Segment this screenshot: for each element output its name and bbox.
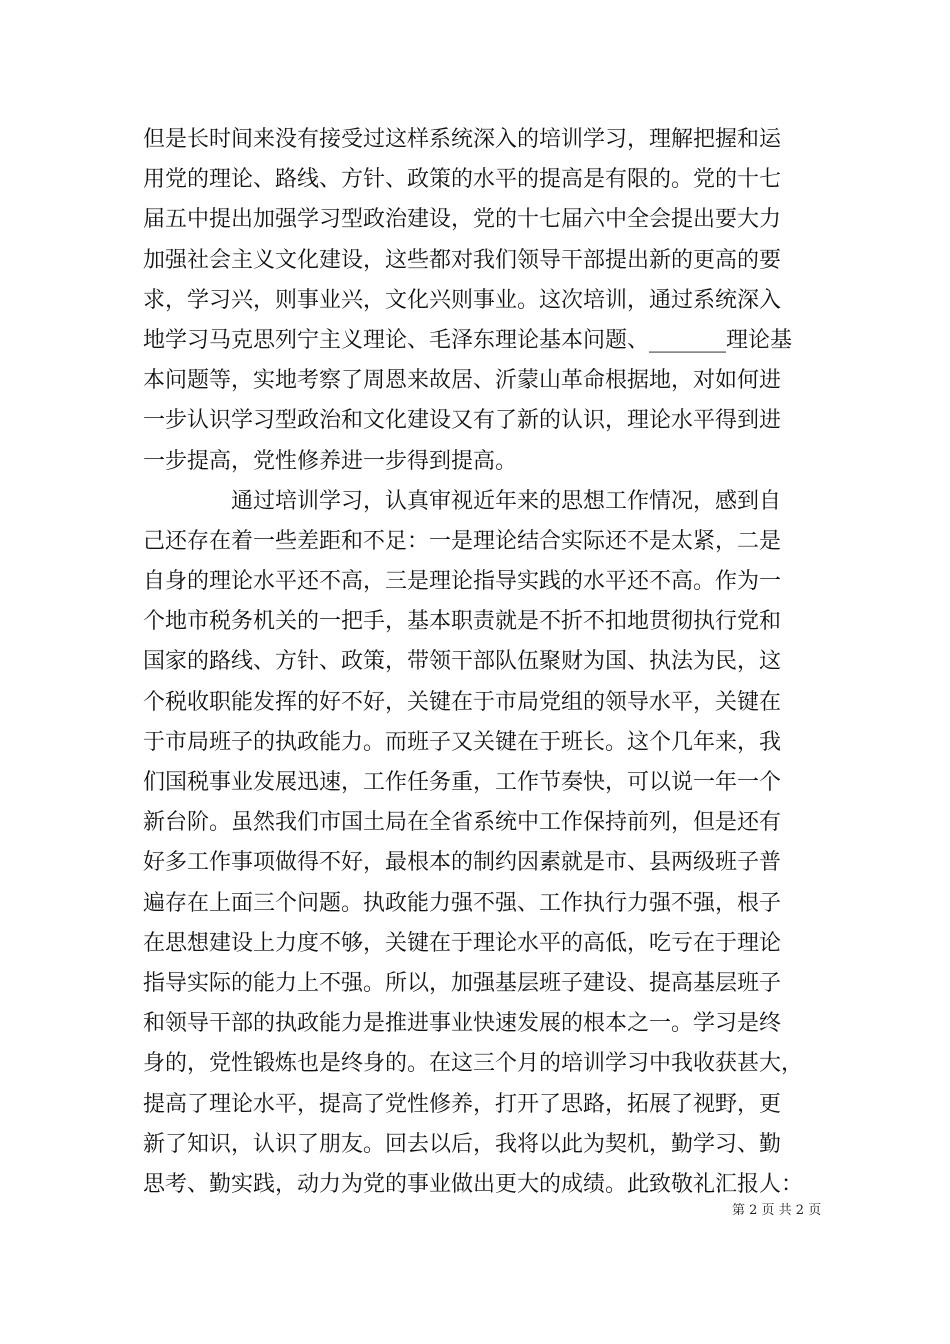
text-line: 一步认识学习型政治和文化建设又有了新的认识，理论水平得到进 — [143, 408, 782, 434]
text-line: 用党的理论、路线、方针、政策的水平的提高是有限的。党的十七 — [143, 167, 782, 193]
page-number-footer: 第 2 页 共 2 页 — [732, 1203, 822, 1218]
text-line: 届五中提出加强学习型政治建设，党的十七届六中全会提出要大力 — [143, 207, 782, 233]
text-line: 指导实际的能力上不强。所以，加强基层班子建设、提高基层班子 — [143, 970, 782, 996]
text-line: 本问题等，实地考察了周恩来故居、沂蒙山革命根据地，对如何进 — [143, 368, 782, 394]
text-line: 个地市税务机关的一把手，基本职责就是不折不扣地贯彻执行党和 — [143, 609, 782, 635]
text-line: 一步提高，党性修养进一步得到提高。 — [143, 448, 518, 474]
text-line: 个税收职能发挥的好不好，关键在于市局党组的领导水平，关键在 — [143, 689, 782, 715]
text-line: 思考、勤实践，动力为党的事业做出更大的成绩。此致敬礼汇报人： — [143, 1171, 804, 1197]
text-line: 但是长时间来没有接受过这样系统深入的培训学习，理解把握和运 — [143, 127, 782, 152]
text-line: 求，学习兴，则事业兴，文化兴则事业。这次培训，通过系统深入 — [143, 287, 782, 313]
text-line: 身的，党性锻炼也是终身的。在这三个月的培训学习中我收获甚大， — [143, 1051, 804, 1077]
text-line: 地学习马克思列宁主义理论、毛泽东理论基本问题、_______理论基 — [143, 327, 793, 353]
text-line: 国家的路线、方针、政策，带领干部队伍聚财为国、执法为民，这 — [143, 649, 782, 675]
text-line: 提高了理论水平，提高了党性修养，打开了思路，拓展了视野，更 — [143, 1091, 782, 1117]
text-line: 新了知识，认识了朋友。回去以后，我将以此为契机，勤学习、勤 — [143, 1131, 782, 1157]
body-text — [143, 120, 823, 1205]
text-line: 己还存在着一些差距和不足：一是理论结合实际还不是太紧，二是 — [143, 528, 782, 554]
text-line: 们国税事业发展迅速，工作任务重，工作节奏快，可以说一年一个 — [143, 770, 782, 795]
text-line: 于市局班子的执政能力。而班子又关键在于班长。这个几年来，我 — [143, 729, 782, 755]
text-line: 和领导干部的执政能力是推进事业快速发展的根本之一。学习是终 — [143, 1011, 782, 1037]
text-line: 遍存在上面三个问题。执政能力强不强、工作执行力强不强，根子 — [143, 890, 782, 916]
text-line: 加强社会主义文化建设，这些都对我们领导干部提出新的更高的要 — [143, 247, 782, 273]
text-line: 新台阶。虽然我们市国土局在全省系统中工作保持前列，但是还有 — [143, 810, 782, 836]
text-line: 在思想建设上力度不够，关键在于理论水平的高低，吃亏在于理论 — [143, 930, 782, 956]
text-line: 通过培训学习，认真审视近年来的思想工作情况，感到自 — [143, 488, 782, 514]
text-line: 自身的理论水平还不高，三是理论指导实践的水平还不高。作为一 — [143, 569, 782, 595]
text-line: 好多工作事项做得不好，最根本的制约因素就是市、县两级班子普 — [143, 850, 782, 876]
